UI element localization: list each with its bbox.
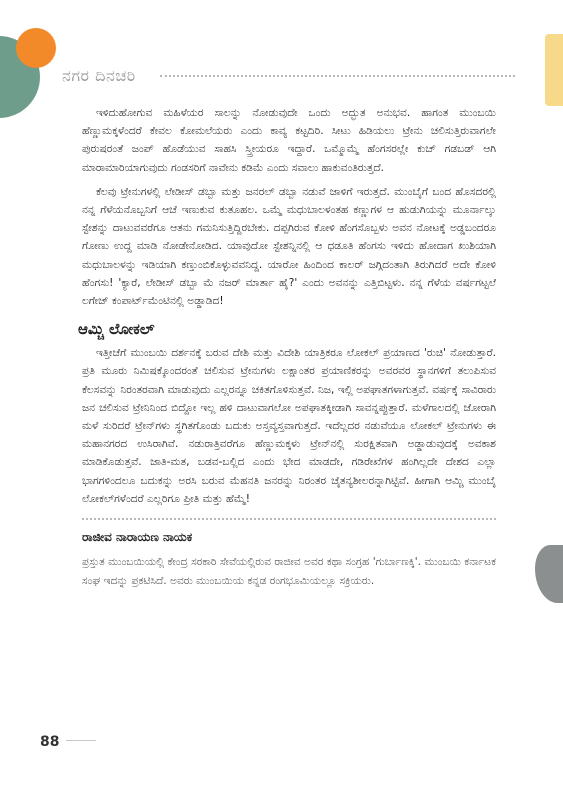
author-bio: ಪ್ರಸ್ತುತ ಮುಂಬಯಿಯಲ್ಲಿ ಕೇಂದ್ರ ಸರಕಾರಿ ಸೇವೆಯಲ್ಲಿರುವ ರಾಜೀವ ಅವರ ಕಥಾ ಸಂಗ್ರಹ 'ಗುರ್ಬಾಣಕ್ಕಿ'. ಮುಂಬಯಿ ಕರ್ನಾಟಕ ಸಂಘ ಇದನ್ನು ಪ್ರಕಟಿಸಿದೆ. ಅವರು ಮುಂಬಯಿಯ ಕನ್ನಡ ರಂಗಭೂಮಿಯಲ್ಲೂ ಸಕ್ರಿಯರು. (82, 556, 496, 587)
author-separator (82, 518, 496, 520)
footer-rule (66, 740, 96, 741)
header-dotted-rule (160, 75, 515, 77)
section-heading: ಆಮ್ಚಿ ಲೋಕಲ್ (78, 320, 155, 339)
decorative-yellow-tab (545, 34, 563, 106)
paragraph-1: ಇಳಿದುಹೋಗುವ ಮಹಿಳೆಯರ ಸಾಲನ್ನು ನೋಡುವುದೇ ಒಂದು ಅದ್ಭುತ ಅನುಭವ. ಹಾಗಂತ ಮುಂಬಯಿ ಹೆಣ್ಣುಮಕ್ಕಳೆಂದರೆ ಕೇವಲ ಕೋಮಲೆಯರು ಎಂದು ಕಾವ್ಯ ಕಟ್ಟದಿರಿ. ಸೀಟು ಹಿಡಿಯಲು ಟ್ರೇನು ಚಲಿಸುತ್ತಿರುವಾಗಲೇ ಪುರುಷರಂತೆ ಜಂಪ್ ಹೊಡೆಯುವ ಸಾಹಸಿ ಸ್ತ್ರೀಯರೂ ಇದ್ದಾರೆ. ಒಮ್ಮೊಮ್ಮೆ ಹೆಂಗಸರಲ್ಲೇ ಕುಚ್ ಗಡಬಡ್ ಆಗಿ ಮಾರಾಮಾರಿಯಾಗುವುದು ಗಂಡಸರಿಗೆ ನಾವೇನು ಕಡಿಮೆ ಎಂದು ಸವಾಲು ಹಾಕುವಂತಿರುತ್ತದೆ. (82, 107, 496, 174)
decorative-orange-circle (16, 28, 56, 68)
author-name: ರಾಜೀವ ನಾರಾಯಣ ನಾಯಕ (82, 530, 193, 545)
running-header-title: ನಗರ ದಿನಚರಿ (62, 66, 136, 85)
article-body (78, 104, 496, 590)
decorative-grey-shape (535, 545, 563, 603)
section-paragraph: ಇತ್ತೀಚೆಗೆ ಮುಂಬಯಿ ದರ್ಶನಕ್ಕೆ ಬರುವ ದೇಶಿ ಮತ್ತು ವಿದೇಶಿ ಯಾತ್ರಿಕರೂ ಲೋಕಲ್ ಪ್ರಯಾಣದ 'ರುಚಿ' ನೋಡುತ್ತಾರೆ. ಪ್ರತಿ ಮೂರು ನಿಮಿಷಕ್ಕೊಂದರಂತೆ ಚಲಿಸುವ ಟ್ರೇನುಗಳು ಲಕ್ಷಾಂತರ ಪ್ರಯಾಣಿಕರನ್ನು ಅವರವರ ಸ್ಥಾನಗಳಿಗೆ ತಲುಪಿಸುವ ಕೆಲಸವನ್ನು ನಿರಂತರವಾಗಿ ಮಾಡುವುದು ಎಲ್ಲರನ್ನೂ ಚಕಿತಗೊಳಿಸುತ್ತವೆ. ನಿಜ, ಇಲ್ಲಿ ಅಪಘಾತಗಳಾಗುತ್ತವೆ. ವರ್ಷಕ್ಕೆ ಸಾವಿರಾರು ಜನ ಚಲಿಸುವ ಟ್ರೇನಿನಿಂದ ಬಿದ್ದೋ ಇಲ್ಲ ಹಳಿ ದಾಟುವಾಗಲೋ ಅಪಘಾತಕ್ಕೀಡಾಗಿ ಸಾವನ್ನಪ್ಪುತ್ತಾರೆ. ಮಳೆಗಾಲದಲ್ಲಿ ಜೋರಾಗಿ ಮಳೆ ಸುರಿದರೆ ಟ್ರೇನ್‌ಗಳು ಸ್ಥಗಿತಗೊಂಡು ಬದುಕು ಅಸ್ತವ್ಯಸ್ತವಾಗುತ್ತದೆ. ಇದೆಲ್ಲದರ ನಡುವೆಯೂ ಲೋಕಲ್ ಟ್ರೇನುಗಳು ಈ ಮಹಾನಗರದ ಉಸಿರಾಗಿವೆ. ನಡುರಾತ್ರಿವರೆಗೂ ಹೆಣ್ಣುಮಕ್ಕಳು ಟ್ರೇನ್‌ನಲ್ಲಿ ಸುರಕ್ಷಿತವಾಗಿ ಅಡ್ಡಾಡುವುದಕ್ಕೆ ಅವಕಾಶ ಮಾಡಿಕೊಡುತ್ತವೆ. ಜಾತಿ-ಮತ, ಬಡವ-ಬಲ್ಲಿದ ಎಂದು ಭೇದ ಮಾಡದೇ, ಗಡಿರೇಖೆಗಳ ಹಂಗಿಲ್ಲದೇ ದೇಶದ ಎಲ್ಲಾ ಭಾಗಗಳಿಂದಲೂ ಬದುಕನ್ನು ಅರಸಿ ಬರುವ ಮೆಹನತಿ ಜನರನ್ನು ನಿರಂತರ ಚೈತನ್ಯಶೀಲರನ್ನಾಗಿಟ್ಟಿವೆ. ಹೀಗಾಗಿ ಆಮ್ಚಿ ಮುಂಬೈ ಲೋಕಲ್‌ಗಳೆಂದರೆ ಎಲ್ಲರಿಗೂ ಪ್ರೀತಿ ಮತ್ತು ಹೆಮ್ಮೆ! (82, 347, 496, 505)
paragraph-2: ಕೆಲವು ಟ್ರೇನುಗಳಲ್ಲಿ ಲೇಡೀಸ್ ಡಬ್ಬಾ ಮತ್ತು ಜನರಲ್ ಡಬ್ಬಾ ನಡುವೆ ಜಾಳಿಗೆ ಇರುತ್ತದೆ. ಮುಂಬೈಗೆ ಬಂದ ಹೊಸದರಲ್ಲಿ ನನ್ನ ಗೆಳೆಯನೊಬ್ಬನಿಗೆ ಆಚೆ ಇಣುಕುವ ಕುತೂಹಲ. ಒಮ್ಮೆ ಮಧುಬಾಲಳಂತಹ ಕಣ್ಣುಗಳ ಆ ಹುಡುಗಿಯನ್ನು ಮೂರ್ನಾಲ್ಕು ಸ್ಟೇಶನ್ನು ದಾಟುವವರೆಗೂ ಆತನು ಗಮನಿಸುತ್ತಿದ್ದಿರಬೇಕು. ದಪ್ಪಗಿರುವ ಕೋಳಿ ಹೆಂಗಸೊಬ್ಬಳು ಅವನ ನೋಟಕ್ಕೆ ಅಡ್ಡಬಂದರೂ ಗೋಣು ಉದ್ದ ಮಾಡಿ ನೋಡೇನೋಡಿದ. ಯಾವುದೋ ಸ್ಟೇಶನ್ನಿನಲ್ಲಿ ಆ ಧಡೂತಿ ಹೆಂಗಸು ಇಳಿದು ಹೋದಾಗ ಖುಶಿಯಾಗಿ ಮಧುಬಾಲಳನ್ನು ಇಡಿಯಾಗಿ ಕಣ್ತುಂಬಿಕೊಳ್ಳುವವನಿದ್ದ. ಯಾರೋ ಹಿಂದಿಂದ ಕಾಲರ್ ಜಗ್ಗಿದಂತಾಗಿ ತಿರುಗಿದರೆ ಅದೇ ಕೋಳಿ ಹೆಂಗಸು! 'ಕ್ಯಾರೆ, ಲೇಡೀಸ್ ಡಬ್ಬಾ ಮೆ ನಜರ್ ಮಾರ್ತಾ ಹೈ?' ಎಂದು ಅವನನ್ನು ಎತ್ತಿಬಿಟ್ಟಳು. ನನ್ನ ಗೆಳೆಯ ವರ್ಷಗಟ್ಟಲೆ ಲಗೇಜ್ ಕಂಪಾರ್ಟ್‌ಮೆಂಟಿನಲ್ಲಿ ಅಡ್ಡಾಡಿದ! (82, 185, 496, 308)
page-number: 88 (40, 734, 60, 750)
